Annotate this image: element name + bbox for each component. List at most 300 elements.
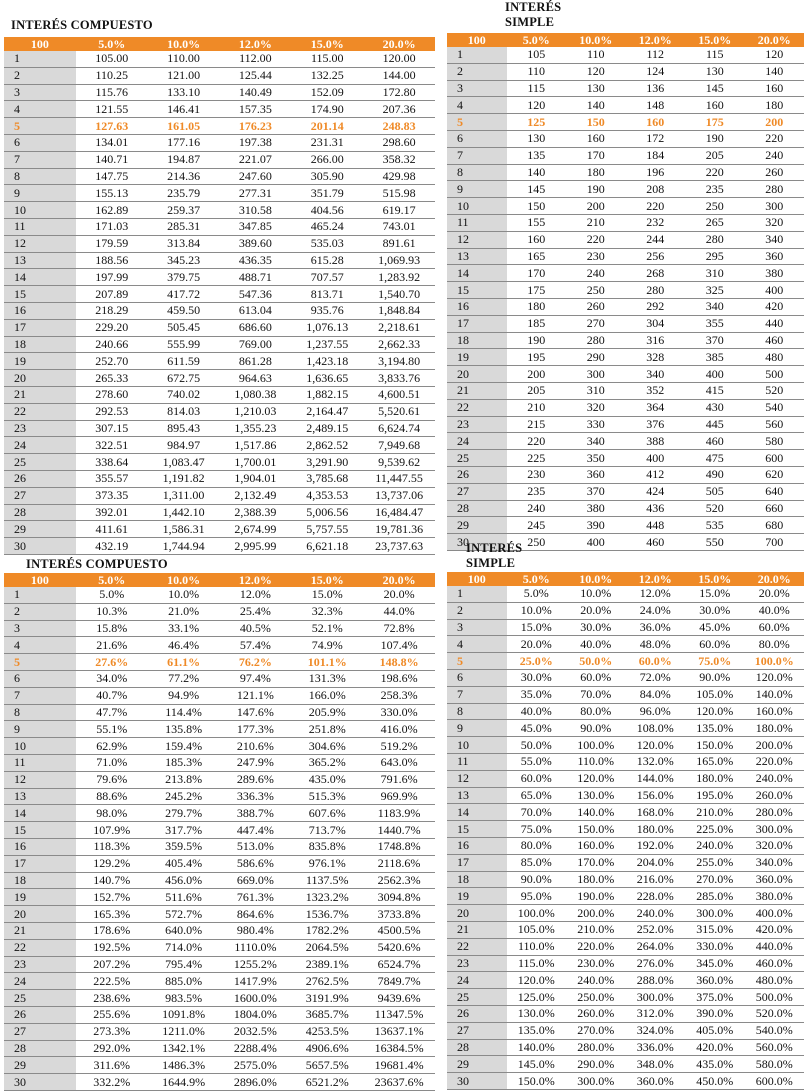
value-cell: 114.4% <box>148 704 220 721</box>
row-number-cell: 17 <box>4 319 76 336</box>
value-cell: 250 <box>507 534 567 551</box>
table-row <box>447 366 804 383</box>
value-cell: 513.0% <box>219 838 291 855</box>
value-cell: 345.0% <box>685 955 745 972</box>
row-number-cell: 18 <box>447 871 507 888</box>
row-number-cell: 13 <box>4 252 76 269</box>
value-cell: 700 <box>745 534 805 551</box>
value-cell: 885.0% <box>148 973 220 990</box>
value-cell: 248.83 <box>363 118 435 135</box>
value-cell: 330.0% <box>685 938 745 955</box>
value-cell: 10.3% <box>76 603 148 620</box>
value-cell: 3,833.76 <box>363 370 435 387</box>
value-cell: 1,311.00 <box>148 487 220 504</box>
value-cell: 110 <box>507 63 567 80</box>
value-cell: 392.01 <box>76 504 148 521</box>
row-number-cell: 8 <box>447 164 507 181</box>
value-cell: 586.6% <box>219 855 291 872</box>
row-number-cell: 11 <box>4 218 76 235</box>
value-cell: 48.0% <box>626 636 686 653</box>
value-cell: 448 <box>626 517 686 534</box>
value-cell: 388.7% <box>219 805 291 822</box>
value-cell: 252.70 <box>76 353 148 370</box>
value-cell: 16384.5% <box>363 1040 435 1057</box>
table-row <box>4 101 435 118</box>
value-cell: 7849.7% <box>363 973 435 990</box>
row-number-cell: 12 <box>4 235 76 252</box>
value-cell: 411.61 <box>76 521 148 538</box>
row-number-cell: 23 <box>447 955 507 972</box>
row-number-cell: 3 <box>447 80 507 97</box>
value-cell: 895.43 <box>148 420 220 437</box>
row-number-cell: 17 <box>447 854 507 871</box>
value-cell: 120 <box>745 47 805 63</box>
value-cell: 420.0% <box>685 1039 745 1056</box>
value-cell: 380 <box>566 500 626 517</box>
value-cell: 240 <box>566 265 626 282</box>
value-cell: 2896.0% <box>219 1074 291 1091</box>
table-row <box>4 51 435 67</box>
column-header: 20.0% <box>363 37 435 51</box>
row-number-cell: 20 <box>4 370 76 387</box>
value-cell: 61.1% <box>148 654 220 671</box>
value-cell: 171.03 <box>76 218 148 235</box>
row-number-cell: 14 <box>4 805 76 822</box>
value-cell: 150.0% <box>566 821 626 838</box>
value-cell: 120.0% <box>507 972 567 989</box>
row-number-cell: 15 <box>4 286 76 303</box>
value-cell: 10.0% <box>148 587 220 603</box>
value-cell: 429.98 <box>363 168 435 185</box>
value-cell: 1,700.01 <box>219 454 291 471</box>
value-cell: 205 <box>507 382 567 399</box>
value-cell: 388 <box>626 433 686 450</box>
value-cell: 304.6% <box>291 738 363 755</box>
value-cell: 447.4% <box>219 822 291 839</box>
row-number-cell: 24 <box>447 433 507 450</box>
column-header: 10.0% <box>566 33 626 47</box>
value-cell: 1183.9% <box>363 805 435 822</box>
value-cell: 390 <box>566 517 626 534</box>
value-cell: 245 <box>507 517 567 534</box>
value-cell: 619.17 <box>363 202 435 219</box>
value-cell: 200 <box>566 198 626 215</box>
table-row <box>447 854 804 871</box>
table-row <box>447 1039 804 1056</box>
table-row <box>447 500 804 517</box>
table-row <box>447 298 804 315</box>
value-cell: 235 <box>685 181 745 198</box>
value-cell: 232 <box>626 214 686 231</box>
table-row <box>4 738 435 755</box>
value-cell: 1804.0% <box>219 1006 291 1023</box>
value-cell: 130 <box>566 80 626 97</box>
value-cell: 500.0% <box>745 989 805 1006</box>
value-cell: 45.0% <box>507 720 567 737</box>
value-cell: 125.44 <box>219 67 291 84</box>
simple-interest-percent-panel <box>447 539 804 1090</box>
value-cell: 432.19 <box>76 538 148 555</box>
row-number-cell: 29 <box>447 1056 507 1073</box>
value-cell: 3685.7% <box>291 1006 363 1023</box>
value-cell: 515.3% <box>291 788 363 805</box>
value-cell: 20.0% <box>566 602 626 619</box>
value-cell: 150.0% <box>507 1073 567 1090</box>
value-cell: 1,083.47 <box>148 454 220 471</box>
value-cell: 379.75 <box>148 269 220 286</box>
value-cell: 130 <box>507 130 567 147</box>
table-row <box>447 517 804 534</box>
value-cell: 325 <box>685 282 745 299</box>
value-cell: 250.0% <box>566 989 626 1006</box>
value-cell: 207.89 <box>76 286 148 303</box>
value-cell: 76.2% <box>219 654 291 671</box>
value-cell: 185 <box>507 315 567 332</box>
table-row <box>4 889 435 906</box>
table-row <box>447 164 804 181</box>
table-row <box>4 302 435 319</box>
table-row <box>447 770 804 787</box>
simple-interest-amount-panel <box>447 0 804 551</box>
row-number-cell: 21 <box>4 922 76 939</box>
row-number-cell: 24 <box>4 973 76 990</box>
table-row <box>4 771 435 788</box>
row-number-cell: 26 <box>4 470 76 487</box>
value-cell: 435.0% <box>291 771 363 788</box>
table-row <box>447 888 804 905</box>
value-cell: 159.4% <box>148 738 220 755</box>
value-cell: 192.0% <box>626 837 686 854</box>
value-cell: 175 <box>685 114 745 131</box>
value-cell: 160 <box>566 130 626 147</box>
value-cell: 148 <box>626 97 686 114</box>
value-cell: 660 <box>745 500 805 517</box>
value-cell: 351.79 <box>291 185 363 202</box>
row-number-cell: 14 <box>447 265 507 282</box>
value-cell: 44.0% <box>363 603 435 620</box>
value-cell: 289.6% <box>219 771 291 788</box>
value-cell: 505.45 <box>148 319 220 336</box>
value-cell: 225 <box>507 450 567 467</box>
table-row <box>4 521 435 538</box>
value-cell: 222.5% <box>76 973 148 990</box>
value-cell: 174.90 <box>291 101 363 118</box>
row-number-cell: 22 <box>4 939 76 956</box>
value-cell: 55.1% <box>76 721 148 738</box>
value-cell: 210.0% <box>685 804 745 821</box>
value-cell: 229.20 <box>76 319 148 336</box>
value-cell: 23,737.63 <box>363 538 435 555</box>
value-cell: 80.0% <box>745 636 805 653</box>
value-cell: 416.0% <box>363 721 435 738</box>
table-row <box>447 63 804 80</box>
table-row <box>4 470 435 487</box>
value-cell: 105.00 <box>76 51 148 67</box>
value-cell: 280.0% <box>566 1039 626 1056</box>
value-cell: 165 <box>507 248 567 265</box>
value-cell: 1536.7% <box>291 906 363 923</box>
row-number-cell: 29 <box>4 521 76 538</box>
value-cell: 861.28 <box>219 353 291 370</box>
value-cell: 300 <box>566 366 626 383</box>
row-number-cell: 30 <box>447 1073 507 1090</box>
value-cell: 110 <box>566 47 626 63</box>
value-cell: 197.99 <box>76 269 148 286</box>
value-cell: 279.7% <box>148 805 220 822</box>
column-header: 10.0% <box>566 572 626 586</box>
row-number-cell: 15 <box>4 822 76 839</box>
value-cell: 3,291.90 <box>291 454 363 471</box>
column-header: 12.0% <box>626 33 686 47</box>
table-row <box>4 437 435 454</box>
value-cell: 769.00 <box>219 336 291 353</box>
value-cell: 1,904.01 <box>219 470 291 487</box>
value-cell: 71.0% <box>76 754 148 771</box>
column-header: 20.0% <box>745 33 805 47</box>
value-cell: 265 <box>685 214 745 231</box>
value-cell: 179.59 <box>76 235 148 252</box>
value-cell: 208 <box>626 181 686 198</box>
value-cell: 140.71 <box>76 151 148 168</box>
table-row <box>4 939 435 956</box>
table-row <box>4 990 435 1007</box>
simple-interest-amount-table <box>447 33 804 551</box>
value-cell: 180.0% <box>626 821 686 838</box>
value-cell: 969.9% <box>363 788 435 805</box>
value-cell: 400.0% <box>745 905 805 922</box>
value-cell: 380 <box>745 265 805 282</box>
row-number-cell: 4 <box>447 636 507 653</box>
value-cell: 195.0% <box>685 787 745 804</box>
row-number-cell: 22 <box>447 938 507 955</box>
value-cell: 40.0% <box>566 636 626 653</box>
value-cell: 215 <box>507 416 567 433</box>
value-cell: 162.89 <box>76 202 148 219</box>
row-number-cell: 10 <box>447 737 507 754</box>
value-cell: 235.79 <box>148 185 220 202</box>
value-cell: 1,237.55 <box>291 336 363 353</box>
row-number-cell: 6 <box>447 130 507 147</box>
value-cell: 170.0% <box>566 854 626 871</box>
value-cell: 127.63 <box>76 118 148 135</box>
value-cell: 280 <box>745 181 805 198</box>
value-cell: 180.0% <box>745 720 805 737</box>
value-cell: 230.0% <box>566 955 626 972</box>
row-number-cell: 5 <box>447 114 507 131</box>
value-cell: 310 <box>685 265 745 282</box>
row-number-cell: 2 <box>447 602 507 619</box>
value-cell: 332.2% <box>76 1074 148 1091</box>
value-cell: 292.53 <box>76 403 148 420</box>
value-cell: 160 <box>626 114 686 131</box>
column-header: 10.0% <box>148 573 220 587</box>
value-cell: 40.7% <box>76 687 148 704</box>
value-cell: 205.9% <box>291 704 363 721</box>
value-cell: 13637.1% <box>363 1023 435 1040</box>
value-cell: 292.0% <box>76 1040 148 1057</box>
column-header: 100 <box>447 33 507 47</box>
table-row <box>447 466 804 483</box>
value-cell: 112.00 <box>219 51 291 67</box>
row-number-cell: 5 <box>4 654 76 671</box>
value-cell: 316 <box>626 332 686 349</box>
row-number-cell: 19 <box>4 889 76 906</box>
row-number-cell: 7 <box>4 687 76 704</box>
value-cell: 4906.6% <box>291 1040 363 1057</box>
value-cell: 9439.6% <box>363 990 435 1007</box>
value-cell: 230 <box>566 248 626 265</box>
value-cell: 312.0% <box>626 1005 686 1022</box>
value-cell: 1,210.03 <box>219 403 291 420</box>
value-cell: 2575.0% <box>219 1057 291 1074</box>
table-row <box>4 235 435 252</box>
row-number-cell: 17 <box>447 315 507 332</box>
row-number-cell: 11 <box>447 214 507 231</box>
table-row <box>447 97 804 114</box>
column-header: 10.0% <box>148 37 220 51</box>
row-number-cell: 9 <box>4 185 76 202</box>
value-cell: 155 <box>507 214 567 231</box>
value-cell: 100.0% <box>566 737 626 754</box>
value-cell: 6521.2% <box>291 1074 363 1091</box>
value-cell: 714.0% <box>148 939 220 956</box>
value-cell: 150.0% <box>685 737 745 754</box>
value-cell: 140.0% <box>745 686 805 703</box>
table-row <box>4 218 435 235</box>
value-cell: 238.6% <box>76 990 148 1007</box>
value-cell: 607.6% <box>291 805 363 822</box>
value-cell: 643.0% <box>363 754 435 771</box>
column-header: 20.0% <box>745 572 805 586</box>
value-cell: 278.60 <box>76 386 148 403</box>
value-cell: 415 <box>685 382 745 399</box>
value-cell: 15.8% <box>76 620 148 637</box>
row-number-cell: 15 <box>447 821 507 838</box>
value-cell: 1137.5% <box>291 872 363 889</box>
value-cell: 12.0% <box>626 586 686 602</box>
value-cell: 352 <box>626 382 686 399</box>
value-cell: 35.0% <box>507 686 567 703</box>
value-cell: 240.0% <box>626 905 686 922</box>
value-cell: 115 <box>507 80 567 97</box>
row-number-cell: 17 <box>4 855 76 872</box>
value-cell: 450.0% <box>685 1073 745 1090</box>
value-cell: 121.1% <box>219 687 291 704</box>
value-cell: 380.0% <box>745 888 805 905</box>
column-header: 5.0% <box>507 33 567 47</box>
table-row <box>447 114 804 131</box>
table-row <box>4 754 435 771</box>
value-cell: 95.0% <box>507 888 567 905</box>
value-cell: 2,218.61 <box>363 319 435 336</box>
value-cell: 5,520.61 <box>363 403 435 420</box>
table-row <box>447 989 804 1006</box>
table-row <box>447 248 804 265</box>
value-cell: 247.9% <box>219 754 291 771</box>
value-cell: 535 <box>685 517 745 534</box>
row-number-cell: 16 <box>447 837 507 854</box>
value-cell: 131.3% <box>291 670 363 687</box>
value-cell: 175 <box>507 282 567 299</box>
table-row <box>447 214 804 231</box>
value-cell: 146.41 <box>148 101 220 118</box>
value-cell: 740.02 <box>148 386 220 403</box>
value-cell: 4,353.53 <box>291 487 363 504</box>
value-cell: 290 <box>566 349 626 366</box>
table-row <box>4 420 435 437</box>
value-cell: 47.7% <box>76 704 148 721</box>
value-cell: 620 <box>745 466 805 483</box>
value-cell: 252.0% <box>626 921 686 938</box>
row-number-cell: 7 <box>447 686 507 703</box>
table-row <box>4 336 435 353</box>
value-cell: 108.0% <box>626 720 686 737</box>
value-cell: 5.0% <box>76 587 148 603</box>
value-cell: 1,848.84 <box>363 302 435 319</box>
table-row <box>447 80 804 97</box>
value-cell: 5420.6% <box>363 939 435 956</box>
value-cell: 980.4% <box>219 922 291 939</box>
value-cell: 160.0% <box>566 837 626 854</box>
value-cell: 1417.9% <box>219 973 291 990</box>
value-cell: 210.6% <box>219 738 291 755</box>
value-cell: 2,862.52 <box>291 437 363 454</box>
row-number-cell: 28 <box>4 1040 76 1057</box>
row-number-cell: 2 <box>4 67 76 84</box>
row-number-cell: 2 <box>447 63 507 80</box>
value-cell: 5657.5% <box>291 1057 363 1074</box>
value-cell: 6524.7% <box>363 956 435 973</box>
value-cell: 317.7% <box>148 822 220 839</box>
table-row <box>447 921 804 938</box>
value-cell: 359.5% <box>148 838 220 855</box>
value-cell: 6,621.18 <box>291 538 363 555</box>
table-row <box>4 370 435 387</box>
table-row <box>4 838 435 855</box>
value-cell: 1091.8% <box>148 1006 220 1023</box>
value-cell: 300.0% <box>566 1073 626 1090</box>
row-number-cell: 7 <box>4 151 76 168</box>
row-number-cell: 13 <box>4 788 76 805</box>
row-number-cell: 6 <box>447 669 507 686</box>
value-cell: 25.4% <box>219 603 291 620</box>
value-cell: 201.14 <box>291 118 363 135</box>
value-cell: 105 <box>507 47 567 63</box>
value-cell: 5,757.55 <box>291 521 363 538</box>
value-cell: 265.33 <box>76 370 148 387</box>
value-cell: 200.0% <box>566 905 626 922</box>
value-cell: 240 <box>507 500 567 517</box>
value-cell: 144.0% <box>626 770 686 787</box>
value-cell: 136 <box>626 80 686 97</box>
value-cell: 288.0% <box>626 972 686 989</box>
value-cell: 347.85 <box>219 218 291 235</box>
value-cell: 5,006.56 <box>291 504 363 521</box>
value-cell: 456.0% <box>148 872 220 889</box>
table-row <box>447 1056 804 1073</box>
value-cell: 85.0% <box>507 854 567 871</box>
value-cell: 11347.5% <box>363 1006 435 1023</box>
value-cell: 133.10 <box>148 84 220 101</box>
value-cell: 2,662.33 <box>363 336 435 353</box>
value-cell: 390.0% <box>685 1005 745 1022</box>
table-row <box>4 168 435 185</box>
value-cell: 1,442.10 <box>148 504 220 521</box>
table-row <box>4 487 435 504</box>
table-row <box>4 872 435 889</box>
row-number-cell: 9 <box>4 721 76 738</box>
value-cell: 260 <box>566 298 626 315</box>
